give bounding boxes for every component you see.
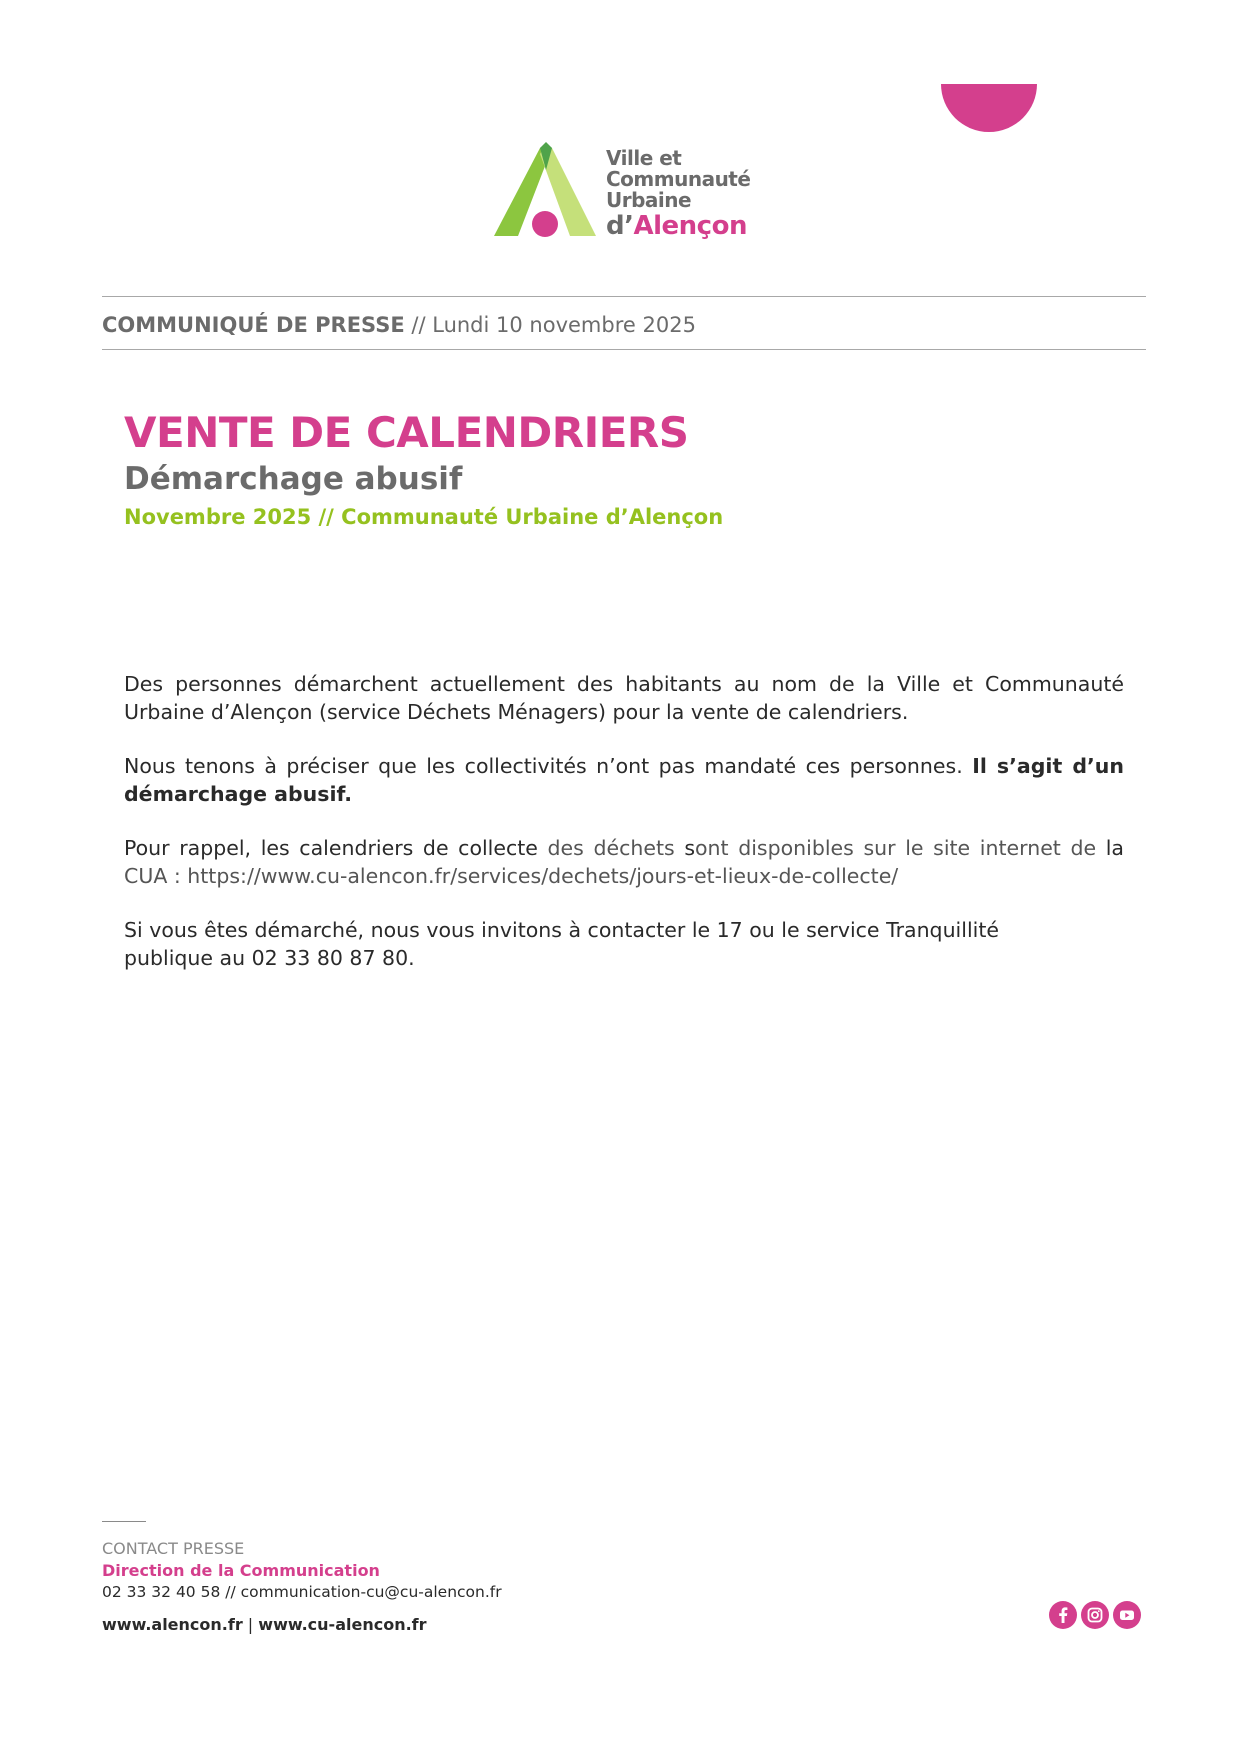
- website-link-cu-alencon[interactable]: www.cu-alencon.fr: [258, 1615, 427, 1634]
- top-divider: [102, 296, 1146, 297]
- website-link-alencon[interactable]: www.alencon.fr: [102, 1615, 243, 1634]
- social-links: [1049, 1601, 1141, 1631]
- logo-line-3: Urbaine: [606, 188, 692, 212]
- logo-wordmark: [606, 148, 750, 241]
- paragraph-1: Des personnes démarchent actuellement des habitants au nom de la Ville et Communauté Urbaine d’Alençon (service Déchets Ménagers) pour la vente de calendriers.: [124, 672, 1124, 724]
- facebook-icon[interactable]: [1049, 1601, 1077, 1629]
- city-logo[interactable]: [494, 140, 754, 240]
- contact-label: CONTACT PRESSE: [102, 1539, 245, 1558]
- instagram-icon[interactable]: [1081, 1601, 1109, 1629]
- page-subtitle: Démarchage abusif: [124, 461, 463, 497]
- paragraph-2-emphasis: Il s’agit d’un démarchage abusif.: [124, 754, 1124, 806]
- paragraph-4: Si vous êtes démarché, nous vous invitons à contacter le 17 ou le service Tranquillité publique au 02 33 80 87 80.: [124, 918, 999, 970]
- paragraph-3: Pour rappel, les calendriers de collecte des déchets sont disponibles sur le site internet de la CUA : https://www.cu-alencon.fr/services/dechets/jours-et-lieux-de-collecte/: [124, 836, 1124, 888]
- page-title: VENTE DE CALENDRIERS: [124, 408, 689, 457]
- youtube-icon[interactable]: [1113, 1601, 1141, 1629]
- press-date: Lundi 10 novembre 2025: [432, 313, 696, 337]
- logo-line-1: Ville et: [606, 146, 682, 170]
- bottom-divider: [102, 349, 1146, 350]
- article-body: [124, 671, 1124, 999]
- contact-direction: Direction de la Communication: [102, 1561, 380, 1580]
- logo-mark-icon: [494, 142, 600, 238]
- footer-websites: www.alencon.fr | www.cu-alencon.fr: [102, 1615, 427, 1634]
- logo-line-2: Communauté: [606, 167, 751, 191]
- contact-phone-email[interactable]: 02 33 32 40 58 // communication-cu@cu-alencon.fr: [102, 1583, 502, 1601]
- logo-city-name: Alençon: [633, 211, 747, 241]
- dateline: Novembre 2025 // Communauté Urbaine d’Alençon: [124, 505, 724, 529]
- collection-url[interactable]: CUA : https://www.cu-alencon.fr/services/dechets/jours-et-lieux-de-collecte/: [124, 863, 899, 888]
- decorative-half-circle: [941, 84, 1037, 132]
- logo-line-4: d’Alençon: [606, 211, 747, 241]
- press-label: COMMUNIQUÉ DE PRESSE: [102, 313, 405, 337]
- footer-divider: [102, 1521, 146, 1522]
- press-header: COMMUNIQUÉ DE PRESSE // Lundi 10 novembre 2025: [102, 313, 696, 337]
- paragraph-2: Nous tenons à préciser que les collectivités n’ont pas mandaté ces personnes. Il s’agit d’un démarchage abusif.: [124, 754, 1124, 806]
